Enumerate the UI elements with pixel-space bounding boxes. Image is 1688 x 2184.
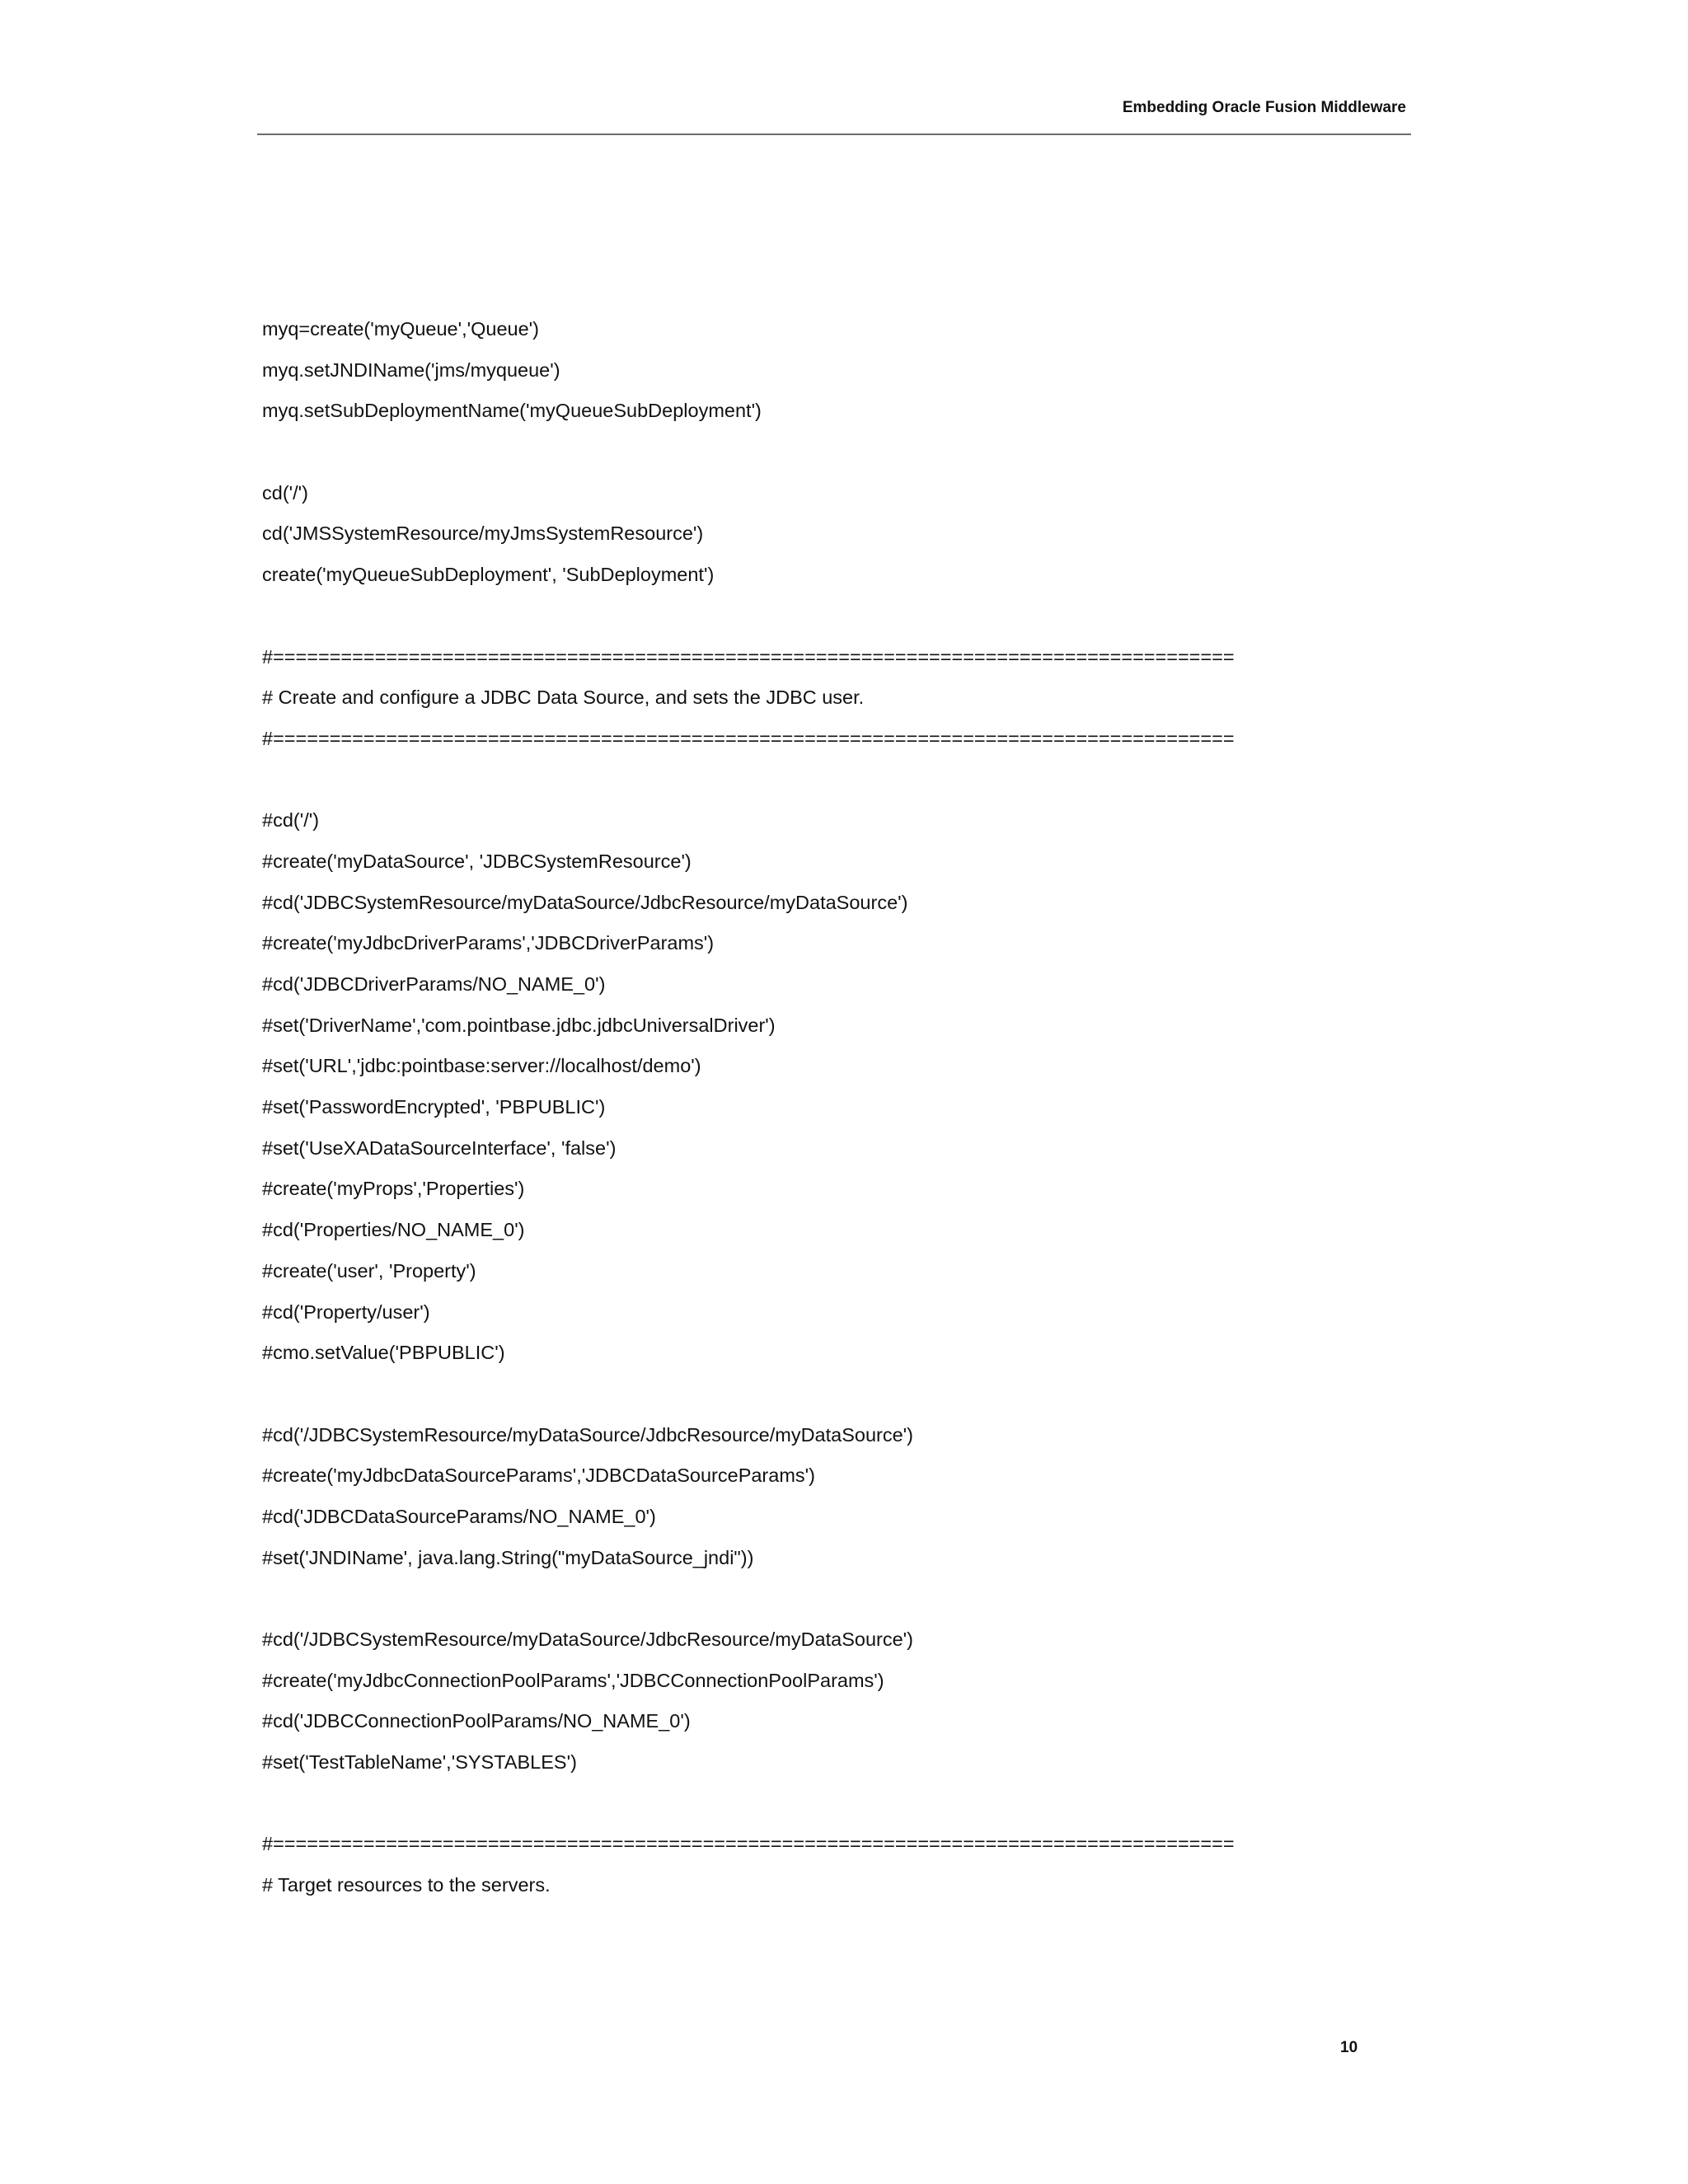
code-line — [262, 1578, 1416, 1619]
code-line: myq.setJNDIName('jms/myqueue') — [262, 359, 560, 381]
code-line: #set('UseXADataSourceInterface', 'false') — [262, 1137, 617, 1159]
code-line: cd('/') — [262, 481, 308, 504]
code-line: #cd('/JDBCSystemResource/myDataSource/JdbcResource/myDataSource') — [262, 1629, 913, 1650]
code-line: #create('myDataSource', 'JDBCSystemResource') — [262, 850, 692, 872]
code-line: #===================================================================================== — [262, 645, 1235, 668]
code-line: #set('URL','jdbc:pointbase:server://localhost/demo') — [262, 1055, 701, 1077]
code-line: create('myQueueSubDeployment', 'SubDeployment') — [262, 564, 715, 586]
code-line: #cd('JDBCConnectionPoolParams/NO_NAME_0') — [262, 1710, 691, 1732]
code-line: # Create and configure a JDBC Data Source, and sets the JDBC user. — [262, 687, 865, 709]
page-header — [257, 0, 1411, 135]
code-line — [262, 1783, 1416, 1825]
page-number: 10 — [1340, 2039, 1358, 2056]
code-line: myq=create('myQueue','Queue') — [262, 318, 539, 340]
code-line: myq.setSubDeploymentName('myQueueSubDeployment') — [262, 400, 762, 422]
code-line: #cd('Properties/NO_NAME_0') — [262, 1219, 525, 1241]
code-line — [262, 432, 1416, 473]
code-line: #set('DriverName','com.pointbase.jdbc.jdbcUniversalDriver') — [262, 1014, 776, 1036]
code-line: # Target resources to the servers. — [262, 1874, 551, 1896]
document-title: Embedding Oracle Fusion Middleware — [1122, 99, 1406, 116]
code-line: #create('user', 'Property') — [262, 1259, 476, 1282]
code-line: #cd('/') — [262, 809, 320, 832]
code-line: #cd('/JDBCSystemResource/myDataSource/JdbcResource/myDataSource') — [262, 1423, 913, 1446]
code-line: #cd('JDBCDataSourceParams/NO_NAME_0') — [262, 1505, 656, 1527]
code-line: #set('TestTableName','SYSTABLES') — [262, 1751, 577, 1774]
script-listing — [262, 309, 1416, 1906]
code-line: #set('JNDIName', java.lang.String("myDataSource_jndi")) — [262, 1546, 754, 1568]
code-line: #create('myJdbcDriverParams','JDBCDriverParams') — [262, 932, 715, 954]
code-line: #create('myJdbcConnectionPoolParams','JDBCConnectionPoolParams') — [262, 1669, 884, 1691]
code-line: #cd('JDBCSystemResource/myDataSource/JdbcResource/myDataSource') — [262, 891, 908, 913]
code-line: #cd('JDBCDriverParams/NO_NAME_0') — [262, 973, 606, 995]
code-line: #cd('Property/user') — [262, 1301, 430, 1323]
code-line: #===================================================================================== — [262, 727, 1235, 749]
code-line: #create('myJdbcDataSourceParams','JDBCDataSourceParams') — [262, 1465, 815, 1487]
code-line: #===================================================================================== — [262, 1833, 1235, 1855]
code-line: #create('myProps','Properties') — [262, 1178, 525, 1200]
code-line: #cmo.setValue('PBPUBLIC') — [262, 1342, 505, 1364]
code-line — [262, 760, 1416, 801]
code-line — [262, 1374, 1416, 1415]
code-line: cd('JMSSystemResource/myJmsSystemResource') — [262, 523, 704, 545]
code-line: #set('PasswordEncrypted', 'PBPUBLIC') — [262, 1096, 606, 1118]
code-line — [262, 596, 1416, 637]
